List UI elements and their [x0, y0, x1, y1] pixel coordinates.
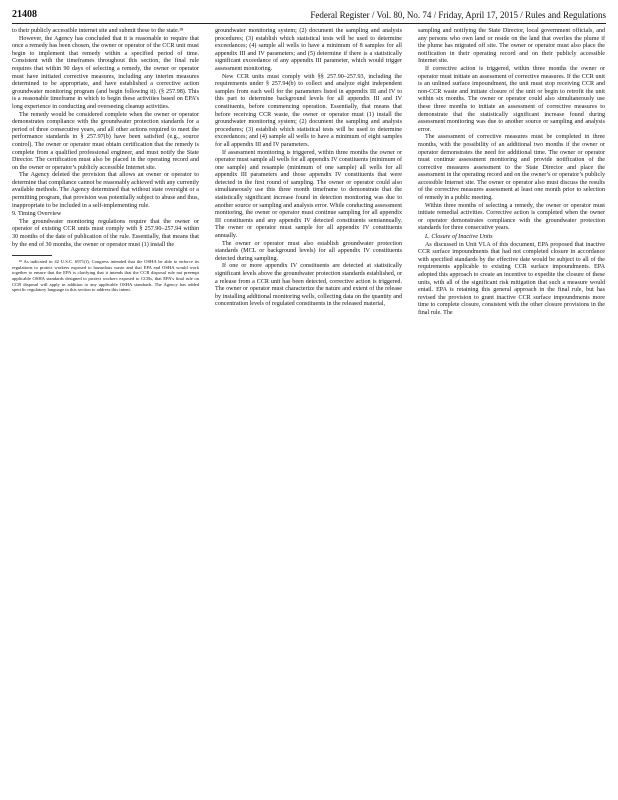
paragraph: The assessment of corrective measures must be completed in three months, with the possibility of an additional two months if the owner or operator demonstrates the need for additional time. The owner or operator must continue assessment monitoring and provide notification of the corrective measures assessment to the State Director and place the assessment in the operating record and on the owner’s or operator’s publicly accessible Internet site. The owner or operator also must discuss the results of the corrective measures assessment at least one month prior to selection of remedy in a public meeting. — [418, 134, 605, 202]
paragraph: 9. Timing Overview — [12, 211, 62, 218]
page-number: 21408 — [12, 9, 37, 20]
paragraph: However, the Agency has concluded that it is reasonable to require that once a remedy has been chosen, the owner or operator of the CCR unit must begin to implement that remedy within a specified period of time. Consistent with the timeframes throughout this section, the final rule requires that within 90 days of selecting a remedy, the owner or operator must have initiated corrective measures, including any interim measures determined to be appropriate, and have established a corrective action groundwater monitoring program (and begin following it). (§ 257.98). This is a reasonable timeframe in which to begin these activities based on EPA’s long experience in conducting and overseeing cleanup activities. — [12, 35, 199, 110]
page-header — [12, 8, 606, 22]
footnote-rule — [12, 255, 52, 256]
paragraph: If one or more appendix IV constituents are detected at statistically significant levels above the groundwater protection standards established, or a release from a CCR unit has been detected, corrective action is triggered. The owner or operator must characterize the nature and extent of the release by installing additional monitoring wells, collecting data on the quantity and concentration levels of regulated constituents in the released material, — [215, 263, 402, 308]
column-middle — [215, 28, 402, 309]
paragraph: The owner or operator must also establish groundwater protection standards (MCL or background levels) for all appendix IV constituents detected during sampling. — [215, 240, 402, 262]
paragraph: sampling and notifying the State Director, local government officials, and any persons who own land or reside on the land that overlies the plume if the plume has migrated off site. The owner or operator must also place the notification in their operating record and on their publicly accessible Internet site. — [418, 28, 605, 65]
column-right — [418, 28, 605, 318]
paragraph: If assessment monitoring is triggered, within three months the owner or operator must sample all wells for all appendix IV constituents (minimum of one sample) and resample (minimum of one sample) all wells for all appendix III parameters and those appendix IV constituents that were detected in the first round of sampling. The owner or operator could also simultaneously use this three month timeframe to demonstrate that the statistically significant increase found in detection monitoring was due to another source or sampling and analysis error. While conducting assessment monitoring, the owner or operator must continue sampling for all appendix III constituents and any appendix IV detected constituents semiannually. The owner or operator must sample for all appendix IV constituents annually. — [215, 149, 402, 240]
footnote: ¹⁸ As indicated in 42 U.S.C. 6971(f), Congress intended that the OSHA be able to enforce its regulations to protect workers exposed to hazardous waste and that EPA and OSHA would work together to ensure that the EPA is clarifying that it intends that the CCR disposal rule not preempt applicable OSHA standards designed to protect workers exposed to CCRs, that EPA’s final rule on CCR disposal will apply in addition to any applicable OSHA standards. The Agency has added specific regulatory language in this section to address this intent. — [12, 259, 199, 293]
paragraph: Within three months of selecting a remedy, the owner or operator must initiate remedial activities. Corrective action is completed when the owner or operator demonstrates compliance with the groundwater protection standards for three consecutive years. — [418, 202, 605, 232]
paragraph: The remedy would be considered complete when the owner or operator demonstrates compliance with the groundwater protection standards for a period of three consecutive years, and all other actions required to meet the performance standards in § 257.97(b) have been satisfied (e.g., source control). The owner or operator must obtain certification that the remedy is complete from a qualified professional engineer, and must notify the State Director. The certification must also be placed in the operating record and on the owner or operator’s publicly accessible Internet site. — [12, 111, 199, 171]
paragraph: The groundwater monitoring regulations require that the owner or operator of existing CCR units must comply with § 257.90–257.94 within 30 months of the date of publication of the rule. Essentially, that means that by the end of 30 months, the owner or operator must (1) install the — [12, 218, 199, 248]
paragraph: groundwater monitoring system; (2) document the sampling and analysis procedures; (3) establish which statistical tests will be used to determine exceedances; (4) sample all wells to have a minimum of 8 samples for all appendix III and IV parameters; and (5) determine if there is a statistically significant exceedance of any appendix III parameter, which would trigger assessment monitoring. — [215, 28, 402, 72]
column-left — [12, 28, 199, 293]
paragraph: to their publicly accessible internet site and submit these to the state.¹⁸ — [12, 28, 184, 34]
paragraph: If corrective action is triggered, within three months the owner or operator must initiate an assessment of corrective measures. If the CCR unit is an unlined surface impoundment, the unit must stop receiving CCR and non-CCR waste and initiate closure of the unit or begin to retrofit the unit within six months. The owner or operator could also simultaneously use these three months to initiate an assessment of corrective measures to demonstrate that the statistically significant increase found during assessment monitoring was due to another source or sampling and analysis error. — [418, 65, 605, 133]
paragraph: New CCR units must comply with §§ 257.90–257.93, including the requirements under § 257.94(b) to collect and analyze eight independent samples from each well for the parameters listed in appendix III and IV to this part to determine background levels for all appendix III and IV constituents, before commencing operation. Essentially, that means that before receiving CCR waste, the owner or operator must (1) install the groundwater monitoring system; (2) document the sampling and analysis procedures; (3) establish which statistical tests will be used to determine exceedances; and (4) sample all wells to have a minimum of eight samples for all appendix III and IV parameters. — [215, 73, 402, 148]
paragraph: The Agency deleted the provision that allows an owner or operator to determine that compliance cannot be reasonably achieved with any currently available methods. The Agency determined that without state oversight or a permitting program, that provision was potentially subject to abuse and thus, inappropriate to be included in a self-implementing rule. — [12, 172, 199, 209]
running-head: Federal Register / Vol. 80, No. 74 / Friday, April 17, 2015 / Rules and Regulations — [310, 10, 606, 20]
paragraph: As discussed in Unit VI.A of this document, EPA proposed that inactive CCR surface impoundments that had not completed closure in accordance with specified standards by the effective date would be subject to all of the requirements applicable to existing CCR surface impoundments. EPA adopted this approach to create an incentive to expedite the closure of these units, with all of the significant risk mitigation that such a measure would entail. EPA is retaining this general approach in the final rule, but has revised the provision to grant inactive CCR surface impoundments more time to complete closure, consistent with the other closure provisions in the final rule. The — [418, 241, 605, 316]
paragraph: L. Closure of Inactive Units — [425, 234, 493, 241]
header-rule — [12, 23, 606, 24]
